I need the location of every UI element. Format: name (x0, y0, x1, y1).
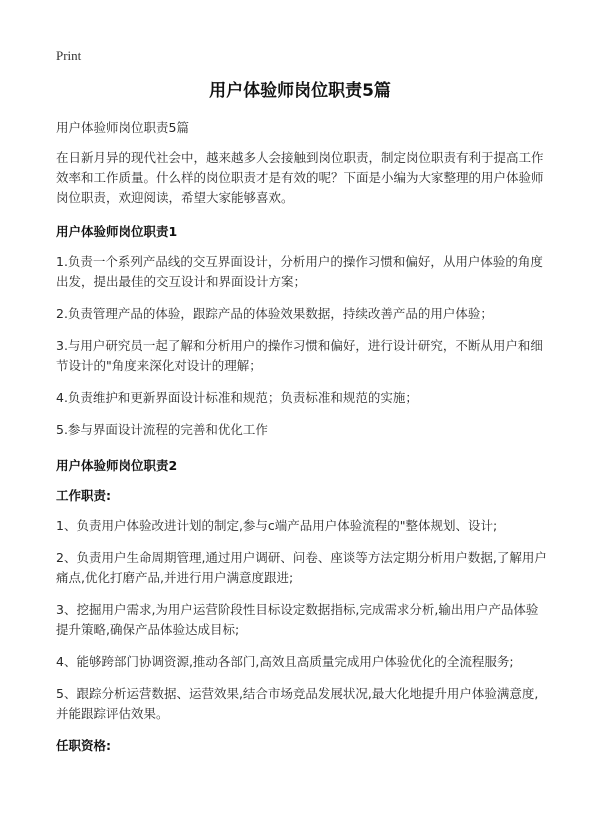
section2-item: 5、跟踪分析运营数据、运营效果,结合市场竞品发展状况,最大化地提升用户体验满意度,并能跟踪评估效果。 (56, 686, 539, 721)
section2-item: 3、挖掘用户需求,为用户运营阶段性目标设定数据指标,完成需求分析,输出用户产品体验提升策略,确保产品体验达成目标; (56, 602, 539, 637)
duties-heading: 工作职责: (56, 488, 111, 503)
section1-item: 5.参与界面设计流程的完善和优化工作 (56, 422, 268, 437)
section-heading-1: 用户体验师岗位职责1 (56, 224, 178, 239)
section2-item: 4、能够跨部门协调资源,推动各部门,高效且高质量完成用户体验优化的全流程服务; (56, 654, 514, 669)
qualifications-heading: 任职资格: (56, 738, 111, 753)
document-body (56, 118, 548, 766)
section1-item: 1.负责一个系列产品线的交互界面设计，分析用户的操作习惯和偏好，从用户体验的角度出发，提出最佳的交互设计和界面设计方案； (56, 254, 543, 289)
section1-item: 3.与用户研究员一起了解和分析用户的操作习惯和偏好，进行设计研究，不断从用户和细节设计的"角度来深化对设计的理解； (56, 338, 543, 373)
section2-item: 2、负责用户生命周期管理,通过用户调研、问卷、座谈等方法定期分析用户数据,了解用户痛点,优化打磨产品,并进行用户满意度跟进; (56, 550, 547, 585)
print-link[interactable]: Print (56, 48, 82, 63)
document-subtitle: 用户体验师岗位职责5篇 (56, 120, 189, 135)
section-heading-2: 用户体验师岗位职责2 (56, 458, 178, 473)
section1-item: 4.负责维护和更新界面设计标准和规范；负责标准和规范的实施； (56, 390, 418, 405)
intro-paragraph: 在日新月异的现代社会中，越来越多人会接触到岗位职责，制定岗位职责有利于提高工作效率和工作质量。什么样的岗位职责才是有效的呢？下面是小编为大家整理的用户体验师岗位职责，欢迎阅读，希望大家能够喜欢。 (56, 150, 544, 205)
section1-item: 2.负责管理产品的体验，跟踪产品的体验效果数据，持续改善产品的用户体验； (56, 306, 493, 321)
document-title: 用户体验师岗位职责5篇 (209, 81, 391, 101)
section2-item: 1、负责用户体验改进计划的制定,参与c端产品用户体验流程的"整体规划、设计; (56, 518, 498, 533)
